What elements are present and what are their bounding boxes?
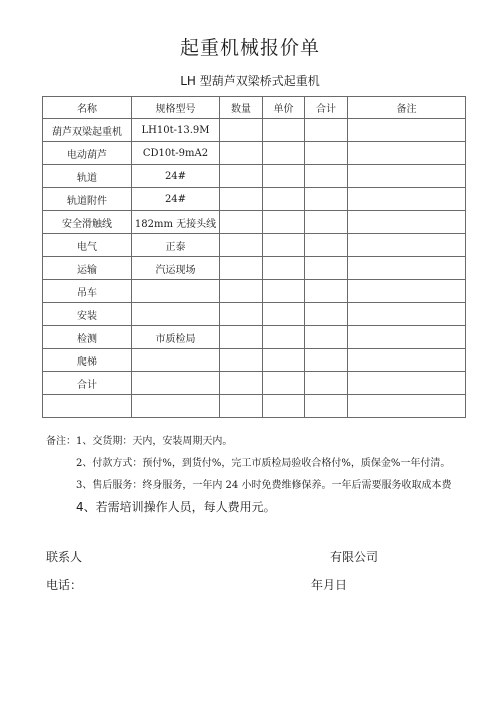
cell-total bbox=[305, 372, 348, 395]
cell-quantity bbox=[220, 119, 263, 142]
cell-quantity bbox=[220, 280, 263, 303]
cell-model: 汽运现场 bbox=[132, 257, 220, 280]
cell-remarks bbox=[348, 257, 466, 280]
cell-unit-price bbox=[263, 326, 305, 349]
header-remarks: 备注 bbox=[348, 97, 466, 119]
cell-unit-price bbox=[263, 211, 305, 234]
cell-name: 安装 bbox=[43, 303, 132, 326]
cell-unit-price bbox=[263, 257, 305, 280]
cell-unit-price bbox=[263, 372, 305, 395]
cell-total bbox=[305, 211, 348, 234]
cell-model bbox=[132, 349, 220, 372]
table-row bbox=[43, 303, 466, 326]
quotation-table bbox=[42, 96, 466, 418]
cell-quantity bbox=[220, 395, 263, 418]
cell-model bbox=[132, 303, 220, 326]
cell-total bbox=[305, 188, 348, 211]
header-name: 名称 bbox=[43, 97, 132, 119]
cell-total bbox=[305, 165, 348, 188]
table-row bbox=[43, 395, 466, 418]
cell-name: 电动葫芦 bbox=[43, 142, 132, 165]
table-body bbox=[43, 119, 466, 418]
cell-quantity bbox=[220, 372, 263, 395]
table-row bbox=[43, 188, 466, 211]
cell-total bbox=[305, 119, 348, 142]
cell-unit-price bbox=[263, 395, 305, 418]
cell-model: LH10t-13.9M bbox=[132, 119, 220, 142]
cell-quantity bbox=[220, 211, 263, 234]
cell-model bbox=[132, 372, 220, 395]
note-delivery: 备注：1、交货期：天内，安装周期天内。 bbox=[46, 436, 233, 447]
note-after-sales: 3、售后服务：终身服务，一年内 24 小时免费维修保养。一年后需要服务收取成本费 bbox=[76, 480, 452, 491]
table-row bbox=[43, 234, 466, 257]
cell-remarks bbox=[348, 326, 466, 349]
table-row bbox=[43, 326, 466, 349]
header-total: 合计 bbox=[305, 97, 348, 119]
cell-total bbox=[305, 326, 348, 349]
cell-name: 安全滑触线 bbox=[43, 211, 132, 234]
cell-quantity bbox=[220, 257, 263, 280]
cell-total bbox=[305, 280, 348, 303]
cell-unit-price bbox=[263, 188, 305, 211]
date-label: 年月日 bbox=[311, 578, 348, 592]
cell-unit-price bbox=[263, 234, 305, 257]
header-unit-price: 单价 bbox=[263, 97, 305, 119]
cell-total bbox=[305, 349, 348, 372]
cell-model: 正泰 bbox=[132, 234, 220, 257]
cell-remarks bbox=[348, 234, 466, 257]
table-row bbox=[43, 119, 466, 142]
table-header-row bbox=[43, 97, 466, 119]
table-row bbox=[43, 211, 466, 234]
document-subtitle: LH 型葫芦双梁桥式起重机 bbox=[180, 74, 320, 88]
cell-unit-price bbox=[263, 119, 305, 142]
cell-name: 电气 bbox=[43, 234, 132, 257]
cell-name: 轨道 bbox=[43, 165, 132, 188]
cell-name: 吊车 bbox=[43, 280, 132, 303]
table-row bbox=[43, 257, 466, 280]
cell-model bbox=[132, 280, 220, 303]
cell-remarks bbox=[348, 303, 466, 326]
cell-remarks bbox=[348, 119, 466, 142]
cell-remarks bbox=[348, 165, 466, 188]
cell-model: 24# bbox=[132, 165, 220, 188]
cell-unit-price bbox=[263, 142, 305, 165]
cell-name bbox=[43, 395, 132, 418]
cell-unit-price bbox=[263, 303, 305, 326]
cell-remarks bbox=[348, 372, 466, 395]
note-training: 4、若需培训操作人员，每人费用元。 bbox=[76, 500, 276, 514]
cell-remarks bbox=[348, 280, 466, 303]
cell-name: 运输 bbox=[43, 257, 132, 280]
cell-total bbox=[305, 257, 348, 280]
cell-quantity bbox=[220, 142, 263, 165]
cell-unit-price bbox=[263, 280, 305, 303]
cell-name: 葫芦双梁起重机 bbox=[43, 119, 132, 142]
cell-model bbox=[132, 395, 220, 418]
header-quantity: 数量 bbox=[220, 97, 263, 119]
document-title: 起重机械报价单 bbox=[179, 37, 320, 59]
cell-remarks bbox=[348, 349, 466, 372]
cell-model: CD10t-9mA2 bbox=[132, 142, 220, 165]
cell-model: 182mm 无接头线 bbox=[132, 211, 220, 234]
cell-quantity bbox=[220, 188, 263, 211]
cell-total bbox=[305, 395, 348, 418]
cell-model: 24# bbox=[132, 188, 220, 211]
cell-model: 市质检局 bbox=[132, 326, 220, 349]
table-row bbox=[43, 349, 466, 372]
cell-unit-price bbox=[263, 349, 305, 372]
notes-section bbox=[46, 436, 466, 524]
cell-total bbox=[305, 303, 348, 326]
contact-label: 联系人 bbox=[46, 550, 83, 564]
cell-name: 爬梯 bbox=[43, 349, 132, 372]
table-row bbox=[43, 142, 466, 165]
cell-quantity bbox=[220, 165, 263, 188]
cell-name: 检测 bbox=[43, 326, 132, 349]
cell-name: 轨道附件 bbox=[43, 188, 132, 211]
cell-quantity bbox=[220, 349, 263, 372]
cell-remarks bbox=[348, 188, 466, 211]
header-model: 规格型号 bbox=[132, 97, 220, 119]
table-row bbox=[43, 165, 466, 188]
phone-label: 电话： bbox=[46, 578, 83, 592]
cell-remarks bbox=[348, 142, 466, 165]
cell-quantity bbox=[220, 234, 263, 257]
company-label: 有限公司 bbox=[330, 550, 379, 564]
cell-quantity bbox=[220, 303, 263, 326]
table-row bbox=[43, 280, 466, 303]
cell-total bbox=[305, 142, 348, 165]
cell-remarks bbox=[348, 211, 466, 234]
cell-total bbox=[305, 234, 348, 257]
cell-quantity bbox=[220, 326, 263, 349]
note-payment: 2、付款方式：预付%，到货付%，完工市质检局验收合格付%，质保金%一年付清。 bbox=[76, 458, 451, 469]
cell-unit-price bbox=[263, 165, 305, 188]
table-row bbox=[43, 372, 466, 395]
cell-name: 合计 bbox=[43, 372, 132, 395]
cell-remarks bbox=[348, 395, 466, 418]
